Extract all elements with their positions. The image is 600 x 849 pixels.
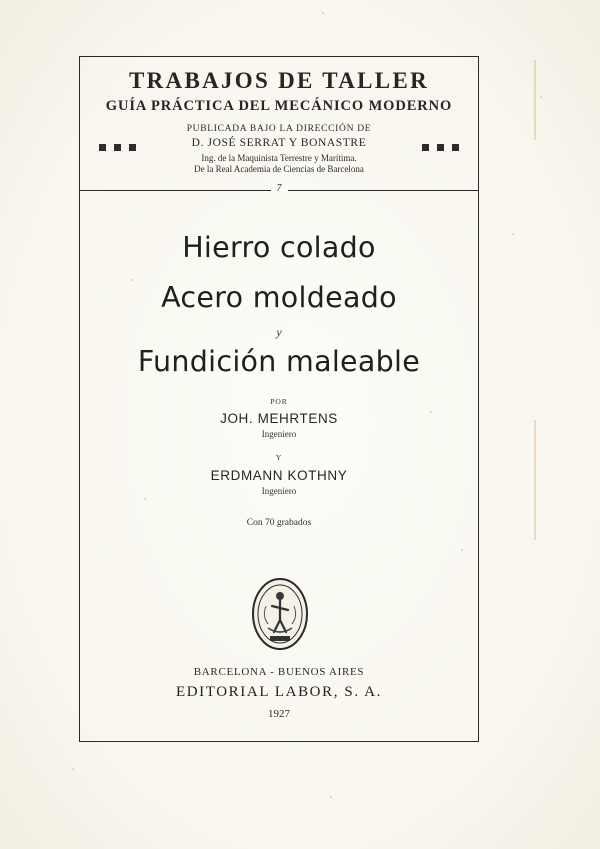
title-line-3: Fundición maleable bbox=[137, 345, 421, 378]
title-line-1: Hierro colado bbox=[182, 231, 376, 264]
publisher-emblem-icon bbox=[250, 576, 310, 652]
paper-speck bbox=[540, 96, 542, 98]
title-conjunction: y bbox=[276, 325, 282, 339]
paper-stain bbox=[534, 420, 536, 540]
author-2-name: ERDMANN KOTHNY bbox=[210, 468, 348, 483]
paper-stain bbox=[534, 60, 536, 140]
series-subtitle: GUÍA PRÁCTICA DEL MECÁNICO MODERNO bbox=[105, 98, 453, 114]
volume-number-text: 7 bbox=[271, 183, 288, 194]
square-ornament-icon bbox=[422, 144, 429, 151]
paper-speck bbox=[72, 768, 74, 770]
author-1-name: JOH. MEHRTENS bbox=[220, 411, 338, 426]
right-ornament bbox=[422, 144, 459, 151]
square-ornament-icon bbox=[437, 144, 444, 151]
engravings-note: Con 70 grabados bbox=[246, 518, 312, 528]
page-border bbox=[79, 56, 479, 742]
by-label: POR bbox=[270, 397, 288, 406]
director-affiliation: Ing. de la Maquinista Terrestre y Marítima. bbox=[201, 153, 357, 163]
paper-speck bbox=[512, 233, 514, 235]
publisher-line: PUBLICADA BAJO LA DIRECCIÓN DE bbox=[186, 124, 372, 134]
imprint-publisher: EDITORIAL LABOR, S. A. bbox=[175, 684, 383, 700]
author-1-role: Ingeniero bbox=[261, 429, 297, 439]
volume-number bbox=[80, 183, 478, 194]
imprint-place: BARCELONA - BUENOS AIRES bbox=[193, 666, 365, 678]
series-header bbox=[80, 57, 478, 194]
series-title: TRABAJOS DE TALLER bbox=[128, 68, 429, 93]
imprint-year: 1927 bbox=[268, 708, 290, 720]
paper-speck bbox=[330, 796, 332, 798]
paper-speck bbox=[322, 12, 324, 14]
director-name: D. JOSÉ SERRAT Y BONASTRE bbox=[191, 137, 367, 149]
title-line-2: Acero moldeado bbox=[161, 281, 397, 314]
director-academy: De la Real Academia de Ciencias de Barcelona bbox=[194, 164, 364, 174]
and-label: Y bbox=[275, 453, 283, 462]
square-ornament-icon bbox=[452, 144, 459, 151]
author-2-role: Ingeniero bbox=[261, 486, 297, 496]
